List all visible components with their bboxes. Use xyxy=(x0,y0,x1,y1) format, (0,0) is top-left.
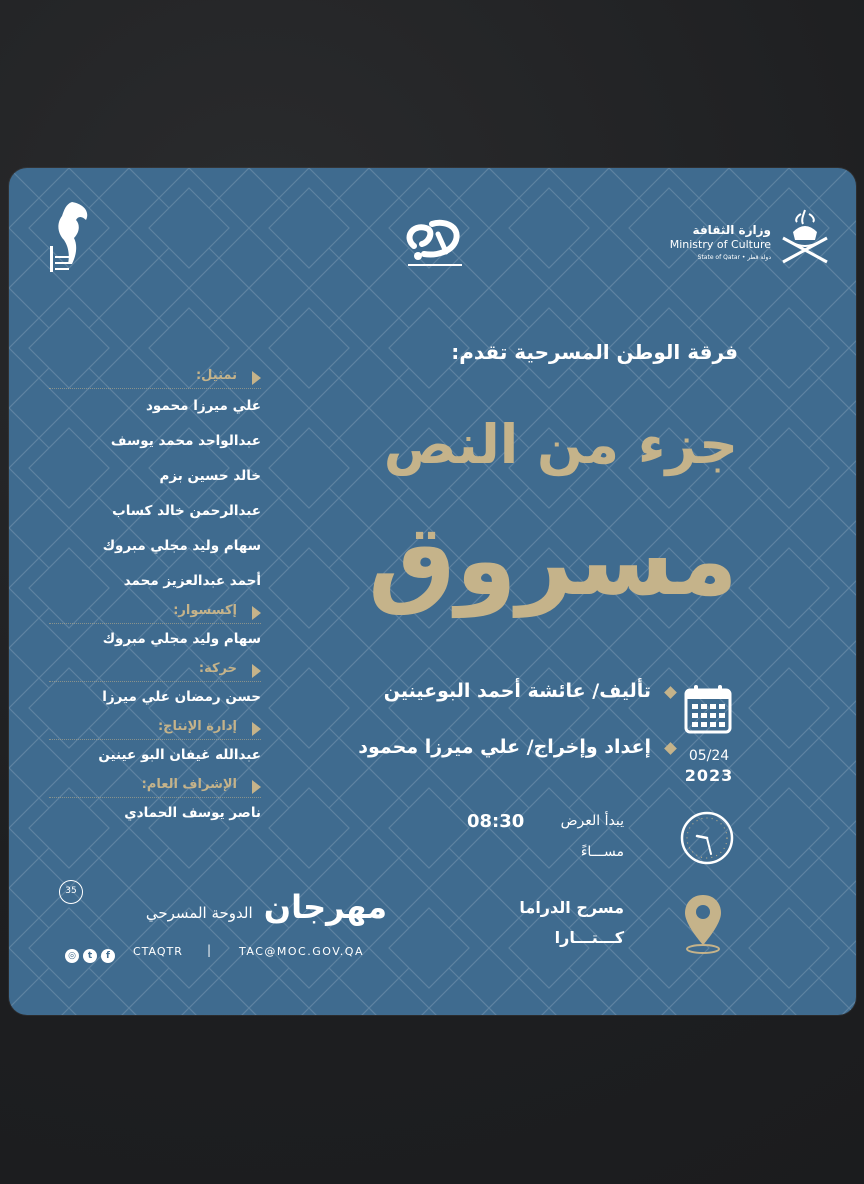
production-label: إدارة الإنتاج: xyxy=(157,719,237,734)
supervision-name: ناصر يوسف الحمادي xyxy=(124,805,261,821)
facebook-icon[interactable]: f xyxy=(101,949,115,963)
ministry-logo xyxy=(670,223,771,261)
date-day: 05/24 xyxy=(688,748,730,764)
play-title-line1: جزء من النص xyxy=(383,413,738,476)
accessories-name: سهام وليد مجلي مبروك xyxy=(102,631,261,647)
start-time-value: 08:30 xyxy=(467,811,525,832)
actor-name: سهام وليد مجلي مبروك xyxy=(102,538,261,554)
festival-number: 35 xyxy=(59,880,83,904)
triangle-bullet-icon xyxy=(252,371,261,385)
social-handle: CTAQTR xyxy=(133,945,183,958)
actor-name: أحمد عبدالعزيز محمد xyxy=(123,573,261,589)
start-time-label: يبدأ العرض xyxy=(560,813,624,829)
festival-title xyxy=(146,888,387,926)
venue-name: مسرح الدراما xyxy=(519,898,624,917)
movement-label: حركة: xyxy=(198,661,237,676)
event-date xyxy=(677,748,741,785)
acting-label: تمثيل: xyxy=(195,368,237,383)
movement-name: حسن رمضان علي ميرزا xyxy=(102,689,261,705)
ministry-state: State of Qatar • دولة قطر xyxy=(697,254,771,261)
ministry-name-ar: وزارة الثقافة xyxy=(692,223,771,237)
actor-name: عبدالواحد محمد يوسف xyxy=(110,433,261,449)
acting-header xyxy=(49,368,261,388)
director-credit xyxy=(358,736,651,758)
actor-name: عبدالرحمن خالد كساب xyxy=(112,503,261,519)
author-credit xyxy=(384,680,651,702)
production-name: عبدالله غيفان البو عينين xyxy=(98,747,261,763)
time-period: مســـاءً xyxy=(580,844,624,860)
alwatan-theatre-logo xyxy=(394,216,476,272)
author-text: تأليف/ عائشة أحمد البوعينين xyxy=(383,680,651,702)
production-header xyxy=(49,719,261,739)
supervision-header xyxy=(49,777,261,797)
date-year: 2023 xyxy=(684,766,734,785)
triangle-bullet-icon xyxy=(252,722,261,736)
cast-list xyxy=(49,368,261,821)
clock-icon xyxy=(679,810,735,866)
festival-sub: الدوحة المسرحي xyxy=(145,904,253,922)
qatar-emblem-icon xyxy=(779,206,831,266)
triangle-bullet-icon xyxy=(252,664,261,678)
location-pin-icon xyxy=(683,893,723,955)
social-icons xyxy=(65,945,119,964)
play-title-line2: مسروق xyxy=(368,504,738,618)
actor-name: علي ميرزا محمود xyxy=(146,398,261,414)
supervision-label: الإشراف العام: xyxy=(141,777,237,792)
instagram-icon[interactable]: ◎ xyxy=(65,949,79,963)
ministry-name-en: Ministry of Culture xyxy=(669,238,771,251)
poster xyxy=(9,168,856,1015)
actor-name: خالد حسين بزم xyxy=(159,468,261,484)
contact-email: TAC@MOC.GOV.QA xyxy=(239,945,364,958)
calendar-icon xyxy=(683,683,733,735)
footer-separator: | xyxy=(207,943,212,957)
accessories-label: إكسسوار: xyxy=(173,603,237,618)
triangle-bullet-icon xyxy=(252,780,261,794)
festival-main: مهرجان xyxy=(263,888,387,926)
triangle-bullet-icon xyxy=(252,606,261,620)
venue-location: كـــتـــارا xyxy=(554,928,624,947)
theatre-affairs-center-logo xyxy=(44,198,94,278)
accessories-header xyxy=(49,603,261,623)
director-text: إعداد وإخراج/ علي ميرزا محمود xyxy=(358,736,651,758)
twitter-icon[interactable]: t xyxy=(83,949,97,963)
presenter-line: فرقة الوطن المسرحية تقدم: xyxy=(451,340,738,364)
movement-header xyxy=(49,661,261,681)
festival-logo xyxy=(57,880,387,940)
